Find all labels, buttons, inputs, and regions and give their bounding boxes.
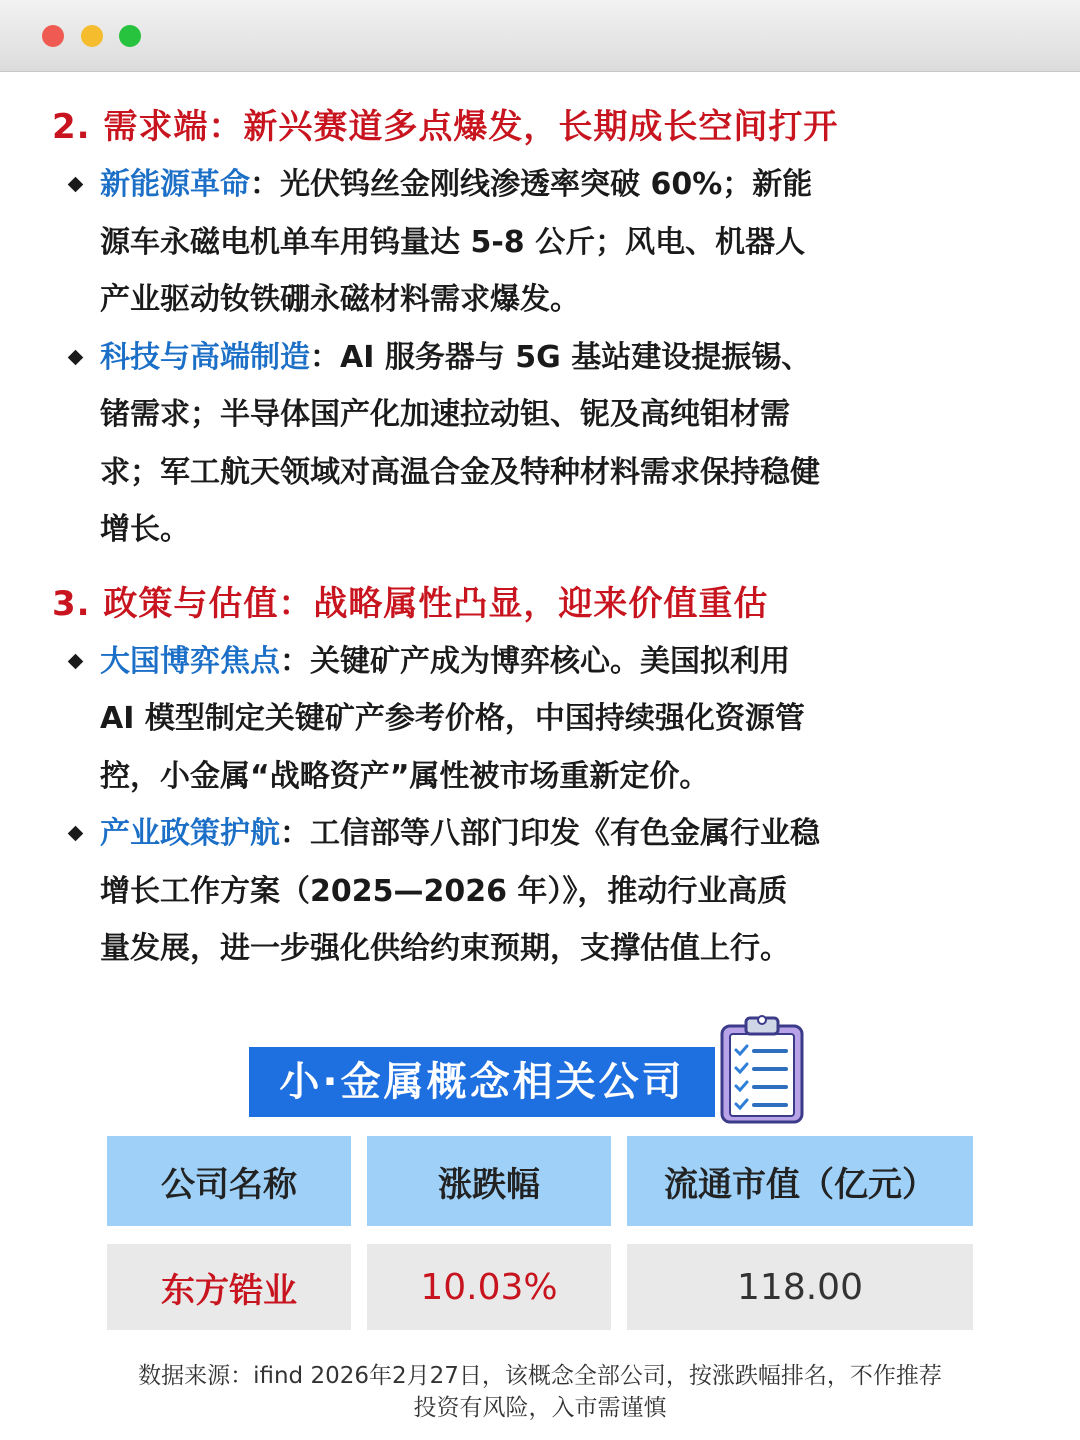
bullet-key-label: 大国博弈焦点 (100, 643, 280, 679)
table-header-company: 公司名称 (107, 1136, 351, 1226)
bullet-key-label: 新能源革命 (100, 167, 250, 202)
bullet-text-line: ：AI 服务器与 5G 基站建设提振锡、 (310, 339, 812, 375)
bullet-text-line: AI 模型制定关键矿产参考价格，中国持续强化资源管 (100, 701, 805, 736)
bullet-text-line: 锗需求；半导体国产化加速拉动钽、铌及高纯钼材需 (100, 397, 790, 432)
maximize-window-button[interactable] (119, 25, 141, 47)
bullet-new-energy (52, 156, 1042, 329)
source-footer (0, 1360, 1080, 1424)
bullet-text-line: 增长。 (100, 512, 190, 547)
diamond-bullet-icon (68, 177, 84, 193)
diamond-bullet-icon (68, 349, 84, 365)
diamond-bullet-icon (68, 653, 84, 669)
bullet-text-line: ：光伏钨丝金刚线渗透率突破 60%；新能 (250, 167, 813, 202)
window-titlebar (0, 0, 1080, 72)
bullet-key-label: 科技与高端制造 (100, 339, 310, 375)
article-content (52, 98, 1042, 978)
section-heading-policy: 3. 政策与估值：战略属性凸显，迎来价值重估 (52, 583, 769, 624)
table-cell-change: 10.03% (367, 1244, 611, 1330)
bullet-text-line: 产业驱动钕铁硼永磁材料需求爆发。 (100, 282, 580, 317)
bullet-text-line: ：工信部等八部门印发《有色金属行业稳 (280, 816, 820, 851)
bullet-text-line: 量发展，进一步强化供给约束预期，支撑估值上行。 (100, 931, 790, 966)
risk-warning: 投资有风险，入市需谨慎 (413, 1395, 667, 1421)
minimize-window-button[interactable] (81, 25, 103, 47)
bullet-tech-manufacturing (52, 329, 1042, 559)
bullet-geopolitics (52, 633, 1042, 806)
bullet-text-line: 求；军工航天领域对高温合金及特种材料需求保持稳健 (100, 454, 820, 490)
close-window-button[interactable] (42, 25, 64, 47)
bullet-text-line: 源车永磁电机单车用钨量达 5-8 公斤；风电、机器人 (100, 224, 806, 260)
table-title-badge: 小·金属概念相关公司 (249, 1047, 715, 1117)
clipboard-checklist-icon (718, 1012, 806, 1124)
table-cell-market-cap: 118.00 (627, 1244, 973, 1330)
bullet-text-line: 增长工作方案（2025—2026 年）》，推动行业高质 (100, 873, 788, 909)
diamond-bullet-icon (68, 826, 84, 842)
table-cell-company: 东方锆业 (107, 1244, 351, 1330)
source-note: 数据来源：ifind 2026年2月27日，该概念全部公司，按涨跌幅排名，不作推荐 (138, 1363, 942, 1389)
bullet-text-line: 控，小金属“战略资产”属性被市场重新定价。 (100, 758, 710, 794)
bullet-key-label: 产业政策护航 (100, 816, 280, 851)
table-header-change: 涨跌幅 (367, 1136, 611, 1226)
section-heading-demand: 2. 需求端：新兴赛道多点爆发，长期成长空间打开 (52, 107, 839, 147)
bullet-industry-policy (52, 805, 1042, 978)
bullet-text-line: ：关键矿产成为博弈核心。美国拟利用 (280, 643, 790, 679)
table-header-market-cap: 流通市值（亿元） (627, 1136, 973, 1226)
